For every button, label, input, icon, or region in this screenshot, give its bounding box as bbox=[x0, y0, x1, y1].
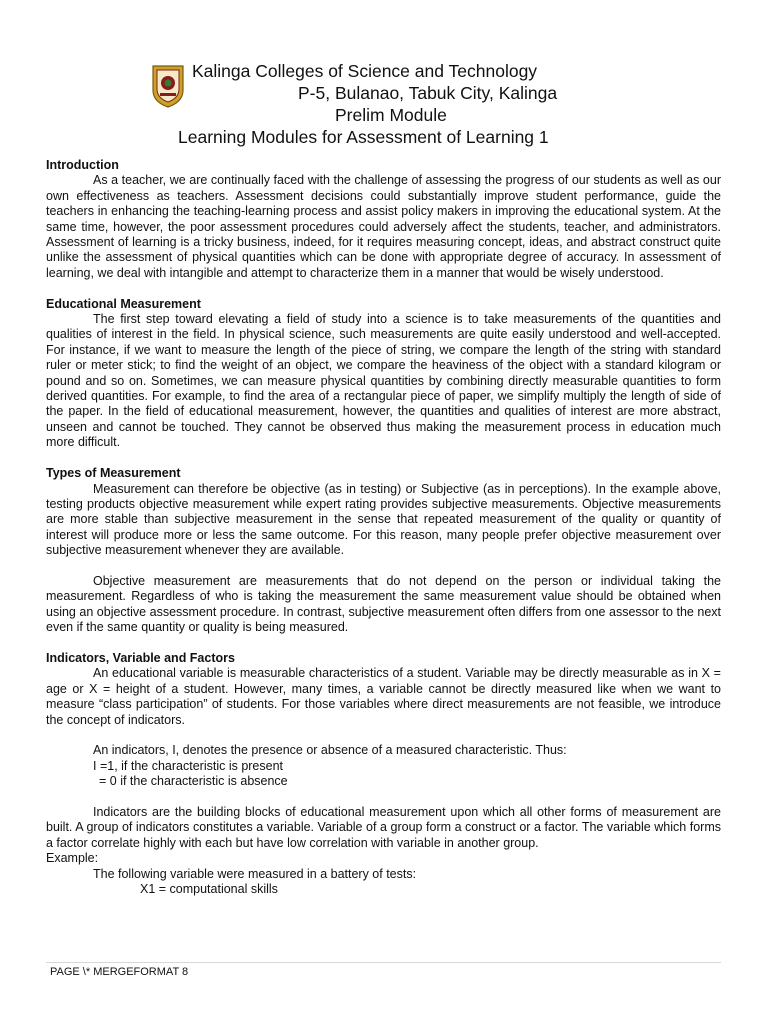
document-header bbox=[150, 60, 610, 150]
institution-address: P-5, Bulanao, Tabuk City, Kalinga bbox=[298, 83, 558, 103]
document-body bbox=[46, 158, 721, 897]
section-title-indicators: Indicators, Variable and Factors bbox=[46, 650, 235, 665]
indicator-absent-line: = 0 if the characteristic is absence bbox=[99, 774, 288, 789]
module-name: Prelim Module bbox=[335, 105, 447, 125]
section-title-introduction: Introduction bbox=[46, 158, 119, 172]
indicators-paragraph-2: Indicators are the building blocks of educational measurement upon which all other forms of measurement are built. A group of indicators constitutes a variable. Variable of a group form a construct or a factor. The variable which forms a factor correlate highly with each but have low correlation with variable in another group. bbox=[46, 804, 721, 850]
indicators-definition: An indicators, I, denotes the presence or absence of a measured characteristic. Thus: bbox=[93, 743, 567, 758]
institution-name: Kalinga Colleges of Science and Technology bbox=[192, 61, 538, 81]
indicator-present-line: I =1, if the characteristic is present bbox=[93, 758, 284, 773]
types-of-measurement-paragraph-1: Measurement can therefore be objective (as in testing) or Subjective (as in perceptions). In the example above, testing products objective measurement while expert rating provides subjective measurements. Objective measurements are more stable than subjective measurement in the sense that repeated measurement of the quality or quantity of interest will produce more or less the same outcome. For this reason, many people prefer objective measurement over subjective measurement whenever they are available. bbox=[46, 481, 721, 558]
example-variable-x1: X1 = computational skills bbox=[140, 882, 278, 896]
example-intro: The following variable were measured in a battery of tests: bbox=[93, 866, 417, 881]
module-subtitle: Learning Modules for Assessment of Learning 1 bbox=[178, 127, 549, 147]
educational-measurement-paragraph: The first step toward elevating a field of study into a science is to take measurements of the quantities and qualities of interest in the field. In physical science, such measurements are quite easily understood and well-accepted. For instance, if we want to measure the length of the piece of string, we compare the length of the string with standard ruler or meter stick; to find the weight of an object, we compare the heaviness of the object with a standard kilogram or pound and so on. Sometimes, we can measure physical quantities by combining directly measurable quantities to form derived quantities. For example, to find the area of a rectangular piece of paper, we simplify multiply the length of side of the paper. In the field of educational measurement, however, the quantities and qualities of interest are more abstract, unseen and cannot be touched. They cannot be observed thus making the measurement process in education much more difficult. bbox=[46, 312, 721, 450]
indicators-paragraph-1: An educational variable is measurable characteristics of a student. Variable may be directly measurable as in X = age or X = height of a student. However, many times, a variable cannot be directly measured like when we want to measure “class participation” of students. For those variables where direct measurements are not feasible, we introduce the concept of indicators. bbox=[46, 666, 721, 727]
page-footer: PAGE \* MERGEFORMAT 8 bbox=[50, 966, 189, 978]
introduction-paragraph: As a teacher, we are continually faced with the challenge of assessing the progress of our students as well as our own effectiveness as teachers. Assessment decisions could substantially improve student performance, guide the teachers in enhancing the teaching-learning process and assist policy makers in improving the educational system. At the same time, however, the poor assessment procedures could adversely affect the students, teacher, and administrators. Assessment of learning is a tricky business, indeed, for it requires measuring concept, ideas, and abstract construct quite unlike the assessment of physical quantities which can be done with appropriate degree of accuracy. In assessment of learning, we deal with intangible and attempt to characterize them in a manner that would be wisely understood. bbox=[46, 173, 721, 280]
section-title-educational-measurement: Educational Measurement bbox=[46, 296, 201, 311]
footer-divider bbox=[46, 962, 721, 963]
types-of-measurement-paragraph-2: Objective measurement are measurements that do not depend on the person or individual taking the measurement. Regardless of who is taking the measurement the same measurement value should be obtained when using an objective assessment procedure. In contrast, subjective measurement often differs from one assessor to the next even if the same quantity or quality is being measured. bbox=[46, 573, 721, 635]
section-title-types-of-measurement: Types of Measurement bbox=[46, 466, 181, 481]
college-seal-logo bbox=[150, 64, 186, 108]
example-label: Example: bbox=[46, 851, 99, 866]
